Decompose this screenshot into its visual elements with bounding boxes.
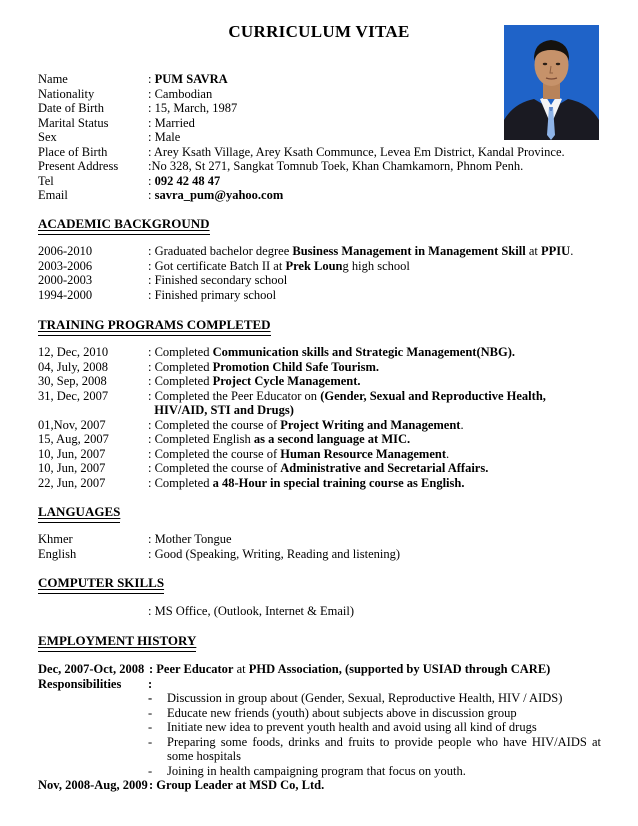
training-date: 01,Nov, 2007 [38, 417, 106, 432]
training-detail: HIV/AID, STI and Drugs) [154, 403, 294, 417]
academic-date: 1994-2000 [38, 287, 93, 302]
training-detail: : Completed the course of Human Resource Management. [148, 446, 450, 461]
training-date: 12, Dec, 2010 [38, 345, 109, 359]
language-level: : Mother Tongue [148, 532, 232, 546]
section-heading-computer: COMPUTER SKILLS [38, 575, 165, 590]
portrait-image [504, 25, 599, 140]
job-dates: Nov, 2008-Aug, 2009 [38, 778, 148, 792]
personal-label: Tel [38, 173, 54, 188]
academic-detail: : Graduated bachelor degree Business Management in Management Skill at PPIU. [148, 244, 574, 258]
training-date: 10, Jun, 2007 [38, 461, 106, 475]
personal-label: Marital Status [38, 115, 109, 130]
training-date: 15, Aug, 2007 [38, 432, 109, 446]
training-detail: : Completed the course of Project Writing and Management. [148, 417, 464, 432]
personal-label: Present Address [38, 159, 119, 173]
personal-label: Date of Birth [38, 101, 104, 115]
bullet-dash: - [148, 734, 153, 749]
responsibility-text: Educate new friends (youth) about subjects above in discussion group [167, 705, 517, 720]
personal-value: : PUM SAVRA [148, 72, 228, 86]
profile-photo [504, 25, 599, 140]
responsibility-text: some hospitals [167, 749, 241, 763]
training-detail: : Completed Promotion Child Safe Tourism. [148, 359, 380, 374]
section-heading-academic: ACADEMIC BACKGROUND [38, 216, 210, 231]
training-date: 04, July, 2008 [38, 359, 109, 374]
responsibilities-colon: : [148, 676, 153, 691]
personal-value: :No 328, St 271, Sangkat Tomnub Toek, Khan Chamkamorn, Phnom Penh. [148, 159, 524, 173]
training-detail: : Completed Communication skills and Strategic Management(NBG). [148, 345, 516, 359]
responsibility-text: Joining in health campaigning program that focus on youth. [167, 763, 466, 778]
responsibility-text: Discussion in group about (Gender, Sexual, Reproductive Health, HIV / AIDS) [167, 691, 563, 705]
personal-label: Email [38, 188, 68, 202]
academic-date: 2000-2003 [38, 273, 93, 287]
personal-value: : Male [148, 130, 181, 144]
bullet-dash: - [148, 705, 153, 720]
academic-detail: : Finished secondary school [148, 273, 288, 287]
personal-label: Sex [38, 130, 57, 144]
bullet-dash: - [148, 763, 153, 778]
academic-detail: : Got certificate Batch II at Prek Loung high school [148, 258, 410, 273]
training-date: 31, Dec, 2007 [38, 388, 109, 403]
job-detail: : Group Leader at MSD Co, Ltd. [149, 778, 325, 792]
academic-detail: : Finished primary school [148, 287, 277, 302]
personal-value: : Cambodian [148, 86, 213, 101]
training-date: 30, Sep, 2008 [38, 374, 107, 388]
training-date: 10, Jun, 2007 [38, 446, 106, 461]
personal-label: Place of Birth [38, 144, 108, 159]
page-title: CURRICULUM VITAE [228, 22, 410, 41]
job-detail: : Peer Educator at PHD Association, (supported by USIAD through CARE) [149, 662, 551, 676]
training-date: 22, Jun, 2007 [38, 475, 106, 490]
section-heading-training: TRAINING PROGRAMS COMPLETED [38, 317, 271, 332]
personal-value: : 15, March, 1987 [148, 101, 238, 115]
personal-label: Nationality [38, 86, 95, 101]
responsibility-text: Initiate new idea to prevent youth health and avoid using all kind of drugs [167, 720, 537, 734]
academic-date: 2006-2010 [38, 244, 93, 258]
bullet-dash: - [148, 720, 153, 734]
section-heading-languages: LANGUAGES [38, 504, 121, 519]
computer-skills-value: : MS Office, (Outlook, Internet & Email) [148, 604, 354, 618]
personal-value: : Arey Ksath Village, Arey Ksath Communce, Levea Em District, Kandal Province. [148, 144, 565, 159]
responsibility-text: Preparing some foods, drinks and fruits to provide people who have HIV/AIDS at [167, 734, 601, 749]
language-name: English [38, 546, 77, 561]
personal-value: : Married [148, 115, 195, 130]
section-heading-employment: EMPLOYMENT HISTORY [38, 633, 197, 648]
training-detail: : Completed a 48-Hour in special training course as English. [148, 475, 465, 490]
training-detail: : Completed English as a second language at MIC. [148, 432, 411, 446]
language-name: Khmer [38, 532, 73, 546]
training-detail: : Completed the Peer Educator on (Gender, Sexual and Reproductive Health, [148, 388, 546, 403]
training-detail: : Completed Project Cycle Management. [148, 374, 361, 388]
personal-label: Name [38, 72, 68, 86]
personal-value: : 092 42 48 47 [148, 173, 221, 188]
training-detail: : Completed the course of Administrative and Secretarial Affairs. [148, 461, 489, 475]
academic-date: 2003-2006 [38, 258, 93, 273]
job-dates: Dec, 2007-Oct, 2008 [38, 662, 145, 676]
responsibilities-label: Responsibilities [38, 676, 122, 691]
personal-value: : savra_pum@yahoo.com [148, 188, 284, 202]
language-level: : Good (Speaking, Writing, Reading and listening) [148, 546, 401, 561]
bullet-dash: - [148, 691, 153, 705]
